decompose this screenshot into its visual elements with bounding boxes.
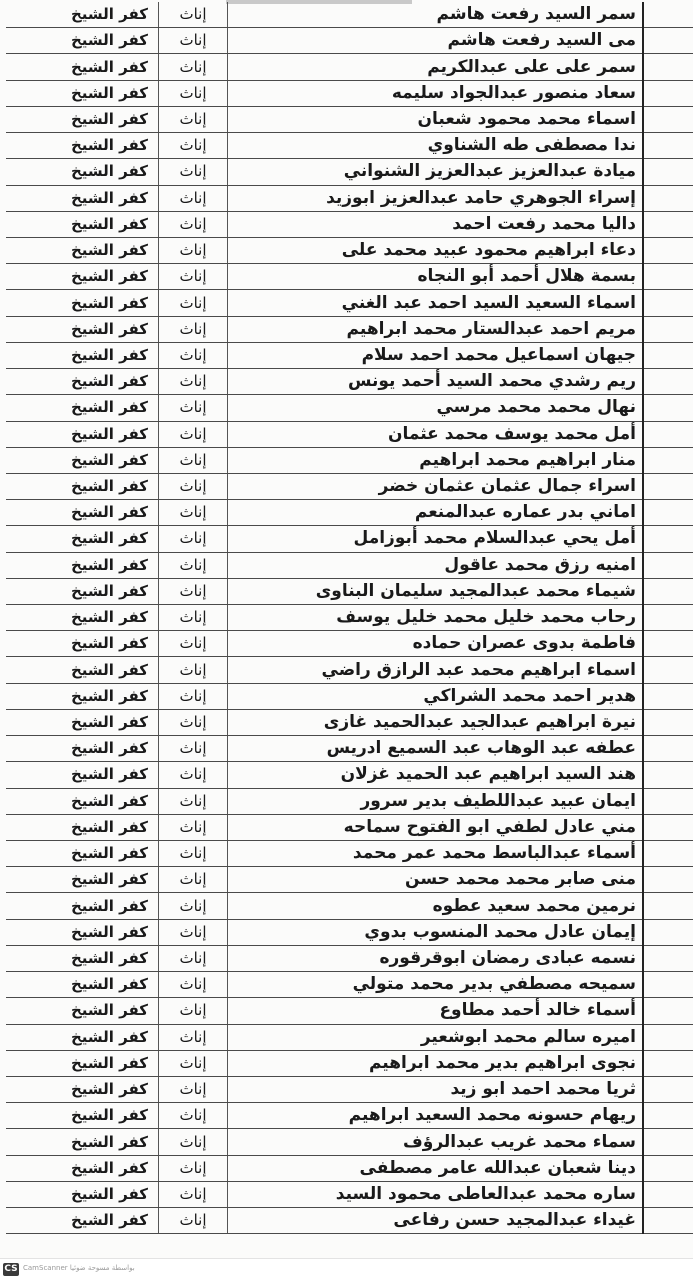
table-row: [6, 316, 693, 342]
governorate-cell: كفر الشيخ: [6, 683, 159, 709]
governorate-cell: كفر الشيخ: [6, 395, 159, 421]
governorate-cell: كفر الشيخ: [6, 788, 159, 814]
table-row: [6, 342, 693, 368]
gender-cell: إناث: [159, 80, 228, 106]
governorate-cell: كفر الشيخ: [6, 237, 159, 263]
number-cell: [643, 736, 693, 762]
table-row: [6, 211, 693, 237]
number-cell: [643, 264, 693, 290]
governorate-cell: كفر الشيخ: [6, 762, 159, 788]
table-row: [6, 185, 693, 211]
gender-cell: إناث: [159, 1076, 228, 1102]
table-row: [6, 657, 693, 683]
number-cell: [643, 788, 693, 814]
table-row: [6, 631, 693, 657]
gender-cell: إناث: [159, 709, 228, 735]
table-row: [6, 841, 693, 867]
gender-cell: إناث: [159, 264, 228, 290]
table-row: [6, 369, 693, 395]
governorate-cell: كفر الشيخ: [6, 972, 159, 998]
governorate-cell: كفر الشيخ: [6, 945, 159, 971]
governorate-cell: كفر الشيخ: [6, 264, 159, 290]
governorate-cell: كفر الشيخ: [6, 342, 159, 368]
table-row: [6, 814, 693, 840]
gender-cell: إناث: [159, 54, 228, 80]
number-cell: [643, 578, 693, 604]
name-cell: غيداء عبدالمجيد حسن رفاعى: [228, 1208, 644, 1234]
name-cell: اميره سالم محمد ابوشعير: [228, 1024, 644, 1050]
name-cell: داليا محمد رفعت احمد: [228, 211, 644, 237]
governorate-cell: كفر الشيخ: [6, 1050, 159, 1076]
name-cell: نجوى ابراهيم بدير محمد ابراهيم: [228, 1050, 644, 1076]
scanner-footer: [0, 1258, 693, 1281]
number-cell: [643, 972, 693, 998]
gender-cell: إناث: [159, 185, 228, 211]
governorate-cell: كفر الشيخ: [6, 421, 159, 447]
governorate-cell: كفر الشيخ: [6, 473, 159, 499]
table-row: [6, 473, 693, 499]
camscanner-logo-icon: CS: [4, 1264, 18, 1274]
table-row: [6, 421, 693, 447]
scanner-caption: CamScanner بواسطة مسوحة ضوئيا: [23, 1264, 135, 1272]
number-cell: [643, 1155, 693, 1181]
gender-cell: إناث: [159, 788, 228, 814]
number-cell: [643, 369, 693, 395]
governorate-cell: كفر الشيخ: [6, 80, 159, 106]
gender-cell: إناث: [159, 762, 228, 788]
number-cell: [643, 709, 693, 735]
name-cell: جيهان اسماعيل محمد احمد سلام: [228, 342, 644, 368]
governorate-cell: كفر الشيخ: [6, 28, 159, 54]
governorate-cell: كفر الشيخ: [6, 1181, 159, 1207]
gender-cell: إناث: [159, 552, 228, 578]
gender-cell: إناث: [159, 893, 228, 919]
name-cell: أسماء خالد أحمد مطاوع: [228, 998, 644, 1024]
gender-cell: إناث: [159, 1181, 228, 1207]
number-cell: [643, 867, 693, 893]
table-row: [6, 919, 693, 945]
governorate-cell: كفر الشيخ: [6, 552, 159, 578]
gender-cell: إناث: [159, 578, 228, 604]
name-cell: سمر على على عبدالكريم: [228, 54, 644, 80]
number-cell: [643, 998, 693, 1024]
table-row: [6, 1050, 693, 1076]
name-cell: أمل يحي عبدالسلام محمد أبوزامل: [228, 526, 644, 552]
governorate-cell: كفر الشيخ: [6, 919, 159, 945]
number-cell: [643, 1076, 693, 1102]
name-cell: هند السيد ابراهيم عبد الحميد غزلان: [228, 762, 644, 788]
number-cell: [643, 1129, 693, 1155]
gender-cell: إناث: [159, 133, 228, 159]
name-cell: عطفه عبد الوهاب عبد السميع ادريس: [228, 736, 644, 762]
number-cell: [643, 28, 693, 54]
name-cell: ساره محمد عبدالعاطى محمود السيد: [228, 1181, 644, 1207]
number-cell: [643, 342, 693, 368]
governorate-cell: كفر الشيخ: [6, 1076, 159, 1102]
table-row: [6, 552, 693, 578]
name-cell: سميحه مصطفي بدير محمد متولي: [228, 972, 644, 998]
number-cell: [643, 552, 693, 578]
governorate-cell: كفر الشيخ: [6, 2, 159, 28]
gender-cell: إناث: [159, 526, 228, 552]
governorate-cell: كفر الشيخ: [6, 893, 159, 919]
table-row: [6, 237, 693, 263]
number-cell: [643, 657, 693, 683]
name-cell: سمر السيد رفعت هاشم: [228, 2, 644, 28]
gender-cell: إناث: [159, 1103, 228, 1129]
governorate-cell: كفر الشيخ: [6, 605, 159, 631]
gender-cell: إناث: [159, 159, 228, 185]
table-row: [6, 1129, 693, 1155]
name-cell: فاطمة بدوى عصران حماده: [228, 631, 644, 657]
gender-cell: إناث: [159, 447, 228, 473]
number-cell: [643, 473, 693, 499]
number-cell: [643, 447, 693, 473]
gender-cell: إناث: [159, 28, 228, 54]
name-cell: ايمان عبيد عبداللطيف بدير سرور: [228, 788, 644, 814]
number-cell: [643, 841, 693, 867]
gender-cell: إناث: [159, 1129, 228, 1155]
name-cell: مني عادل لطفي ابو الفتوح سماحه: [228, 814, 644, 840]
name-cell: نهال محمد محمد مرسي: [228, 395, 644, 421]
table-row: [6, 1155, 693, 1181]
governorate-cell: كفر الشيخ: [6, 54, 159, 80]
table-row: [6, 683, 693, 709]
governorate-cell: كفر الشيخ: [6, 1103, 159, 1129]
name-cell: منار ابراهيم محمد ابراهيم: [228, 447, 644, 473]
table-row: [6, 1076, 693, 1102]
governorate-cell: كفر الشيخ: [6, 998, 159, 1024]
number-cell: [643, 893, 693, 919]
number-cell: [643, 814, 693, 840]
number-cell: [643, 395, 693, 421]
gender-cell: إناث: [159, 237, 228, 263]
governorate-cell: كفر الشيخ: [6, 1024, 159, 1050]
name-cell: ثريا محمد احمد ابو زيد: [228, 1076, 644, 1102]
number-cell: [643, 421, 693, 447]
number-cell: [643, 500, 693, 526]
number-cell: [643, 1024, 693, 1050]
name-cell: اماني بدر عماره عبدالمنعم: [228, 500, 644, 526]
governorate-cell: كفر الشيخ: [6, 159, 159, 185]
governorate-cell: كفر الشيخ: [6, 736, 159, 762]
number-cell: [643, 237, 693, 263]
name-cell: رحاب محمد خليل محمد خليل يوسف: [228, 605, 644, 631]
names-table-body: [6, 2, 693, 1234]
gender-cell: إناث: [159, 290, 228, 316]
name-cell: اسماء محمد محمود شعبان: [228, 106, 644, 132]
governorate-cell: كفر الشيخ: [6, 316, 159, 342]
gender-cell: إناث: [159, 369, 228, 395]
table-row: [6, 945, 693, 971]
table-row: [6, 395, 693, 421]
name-cell: إيمان عادل محمد المنسوب بدوي: [228, 919, 644, 945]
governorate-cell: كفر الشيخ: [6, 133, 159, 159]
gender-cell: إناث: [159, 106, 228, 132]
number-cell: [643, 945, 693, 971]
gender-cell: إناث: [159, 2, 228, 28]
name-cell: ندا مصطفى طه الشناوي: [228, 133, 644, 159]
governorate-cell: كفر الشيخ: [6, 1155, 159, 1181]
gender-cell: إناث: [159, 421, 228, 447]
gender-cell: إناث: [159, 211, 228, 237]
number-cell: [643, 1181, 693, 1207]
number-cell: [643, 683, 693, 709]
gender-cell: إناث: [159, 500, 228, 526]
gender-cell: إناث: [159, 316, 228, 342]
number-cell: [643, 631, 693, 657]
number-cell: [643, 159, 693, 185]
table-row: [6, 788, 693, 814]
number-cell: [643, 80, 693, 106]
governorate-cell: كفر الشيخ: [6, 290, 159, 316]
table-row: [6, 709, 693, 735]
number-cell: [643, 106, 693, 132]
table-row: [6, 28, 693, 54]
governorate-cell: كفر الشيخ: [6, 841, 159, 867]
name-cell: سماء محمد غريب عبدالرؤف: [228, 1129, 644, 1155]
gender-cell: إناث: [159, 972, 228, 998]
name-cell: هدير احمد محمد الشراكي: [228, 683, 644, 709]
name-cell: مريم احمد عبدالستار محمد ابراهيم: [228, 316, 644, 342]
name-cell: سعاد منصور عبدالجواد سليمه: [228, 80, 644, 106]
gender-cell: إناث: [159, 683, 228, 709]
number-cell: [643, 133, 693, 159]
table-row: [6, 1208, 693, 1234]
table-row: [6, 1024, 693, 1050]
table-row: [6, 500, 693, 526]
name-cell: اسماء ابراهيم محمد عبد الرازق راضي: [228, 657, 644, 683]
name-cell: دعاء ابراهيم محمود عبيد محمد على: [228, 237, 644, 263]
gender-cell: إناث: [159, 945, 228, 971]
name-cell: ميادة عبدالعزيز عبدالعزيز الشنواني: [228, 159, 644, 185]
governorate-cell: كفر الشيخ: [6, 578, 159, 604]
number-cell: [643, 1103, 693, 1129]
table-row: [6, 605, 693, 631]
table-row: [6, 762, 693, 788]
number-cell: [643, 211, 693, 237]
table-row: [6, 867, 693, 893]
governorate-cell: كفر الشيخ: [6, 211, 159, 237]
gender-cell: إناث: [159, 736, 228, 762]
gender-cell: إناث: [159, 631, 228, 657]
governorate-cell: كفر الشيخ: [6, 106, 159, 132]
name-cell: نرمين محمد سعيد عطوه: [228, 893, 644, 919]
name-cell: ريم رشدي محمد السيد أحمد يونس: [228, 369, 644, 395]
names-table: [6, 2, 693, 1234]
table-row: [6, 2, 693, 28]
name-cell: ريهام حسونه محمد السعيد ابراهيم: [228, 1103, 644, 1129]
governorate-cell: كفر الشيخ: [6, 369, 159, 395]
governorate-cell: كفر الشيخ: [6, 185, 159, 211]
gender-cell: إناث: [159, 342, 228, 368]
number-cell: [643, 605, 693, 631]
name-cell: اسراء جمال عثمان عثمان خضر: [228, 473, 644, 499]
gender-cell: إناث: [159, 605, 228, 631]
number-cell: [643, 526, 693, 552]
table-row: [6, 106, 693, 132]
governorate-cell: كفر الشيخ: [6, 500, 159, 526]
gender-cell: إناث: [159, 867, 228, 893]
governorate-cell: كفر الشيخ: [6, 447, 159, 473]
name-cell: مى السيد رفعت هاشم: [228, 28, 644, 54]
gender-cell: إناث: [159, 1208, 228, 1234]
gender-cell: إناث: [159, 473, 228, 499]
governorate-cell: كفر الشيخ: [6, 1129, 159, 1155]
table-row: [6, 159, 693, 185]
name-cell: أمل محمد يوسف محمد عثمان: [228, 421, 644, 447]
table-row: [6, 80, 693, 106]
gender-cell: إناث: [159, 841, 228, 867]
governorate-cell: كفر الشيخ: [6, 657, 159, 683]
number-cell: [643, 1208, 693, 1234]
table-row: [6, 1103, 693, 1129]
name-cell: امنيه رزق محمد عاقول: [228, 552, 644, 578]
governorate-cell: كفر الشيخ: [6, 526, 159, 552]
gender-cell: إناث: [159, 1024, 228, 1050]
table-row: [6, 736, 693, 762]
name-cell: نيرة ابراهيم عبدالجيد عبدالحميد غازى: [228, 709, 644, 735]
name-cell: أسماء عبدالباسط محمد عمر محمد: [228, 841, 644, 867]
name-cell: اسماء السعيد السيد احمد عبد الغني: [228, 290, 644, 316]
gender-cell: إناث: [159, 395, 228, 421]
number-cell: [643, 54, 693, 80]
name-cell: نسمه عبادى رمضان ابوقرقوره: [228, 945, 644, 971]
gender-cell: إناث: [159, 814, 228, 840]
governorate-cell: كفر الشيخ: [6, 709, 159, 735]
name-cell: منى صابر محمد محمد حسن: [228, 867, 644, 893]
name-cell: بسمة هلال أحمد أبو النجاه: [228, 264, 644, 290]
number-cell: [643, 762, 693, 788]
gender-cell: إناث: [159, 657, 228, 683]
governorate-cell: كفر الشيخ: [6, 867, 159, 893]
number-cell: [643, 2, 693, 28]
table-row: [6, 290, 693, 316]
name-cell: شيماء محمد عبدالمجيد سليمان البناوى: [228, 578, 644, 604]
governorate-cell: كفر الشيخ: [6, 631, 159, 657]
name-cell: دينا شعبان عبدالله عامر مصطفى: [228, 1155, 644, 1181]
gender-cell: إناث: [159, 998, 228, 1024]
table-row: [6, 133, 693, 159]
number-cell: [643, 316, 693, 342]
gender-cell: إناث: [159, 1155, 228, 1181]
number-cell: [643, 290, 693, 316]
number-cell: [643, 919, 693, 945]
table-row: [6, 526, 693, 552]
table-row: [6, 578, 693, 604]
table-row: [6, 998, 693, 1024]
governorate-cell: كفر الشيخ: [6, 814, 159, 840]
governorate-cell: كفر الشيخ: [6, 1208, 159, 1234]
gender-cell: إناث: [159, 1050, 228, 1076]
table-row: [6, 893, 693, 919]
number-cell: [643, 185, 693, 211]
table-row: [6, 54, 693, 80]
table-row: [6, 447, 693, 473]
number-cell: [643, 1050, 693, 1076]
table-row: [6, 264, 693, 290]
table-row: [6, 1181, 693, 1207]
table-row: [6, 972, 693, 998]
gender-cell: إناث: [159, 919, 228, 945]
name-cell: إسراء الجوهري حامد عبدالعزيز ابوزيد: [228, 185, 644, 211]
